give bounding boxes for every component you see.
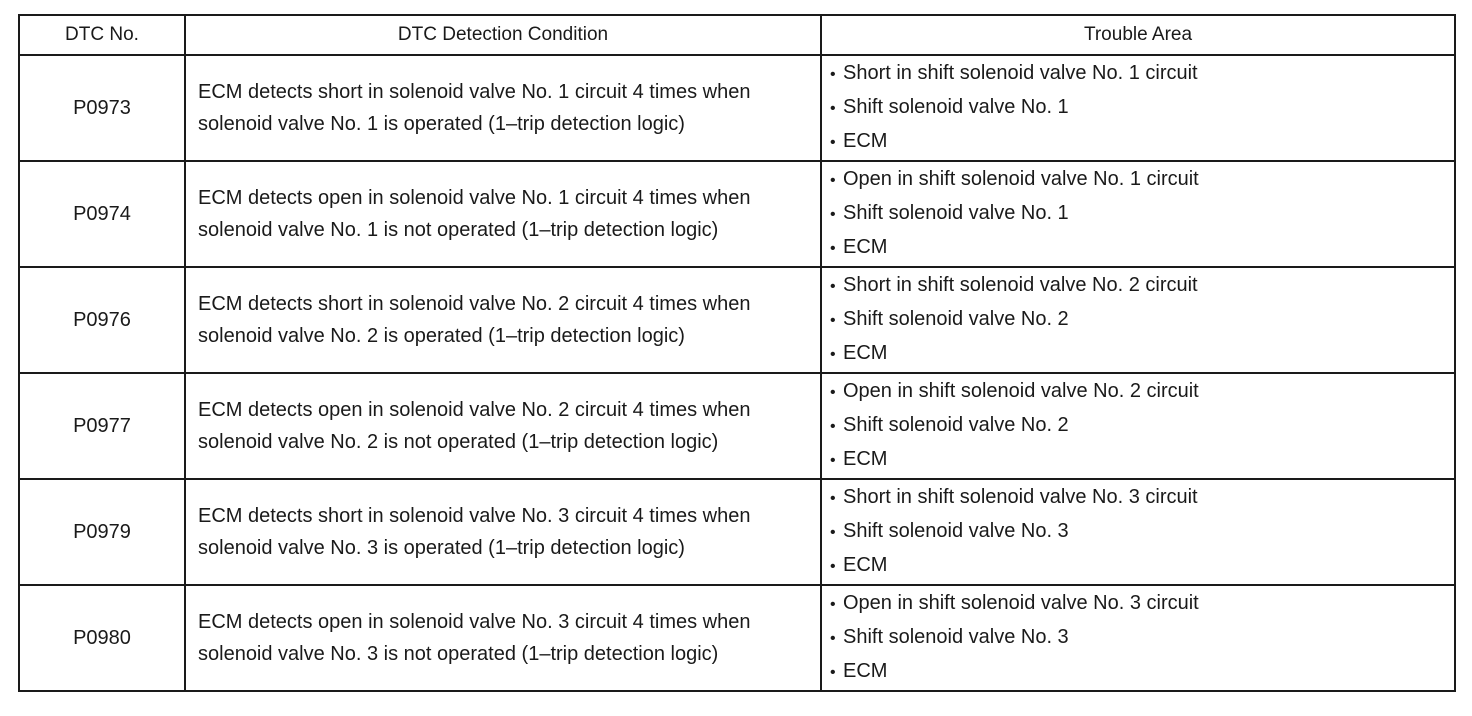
bullet-icon: • (830, 418, 836, 435)
dtc-code-cell: P0974 (19, 161, 185, 267)
bullet-icon: • (830, 452, 836, 469)
table-row (19, 373, 1455, 479)
bullet-icon: • (830, 490, 836, 507)
list-item (830, 655, 1454, 689)
trouble-area-text: Short in shift solenoid valve No. 1 circuit (843, 62, 1198, 84)
trouble-area-text: Short in shift solenoid valve No. 3 circuit (843, 486, 1198, 508)
table-row (19, 479, 1455, 585)
trouble-area-text: ECM (843, 448, 888, 470)
list-item (830, 409, 1454, 443)
dtc-code-cell: P0979 (19, 479, 185, 585)
detection-condition-cell: ECM detects short in solenoid valve No. 1 circuit 4 times when solenoid valve No. 1 is operated (1–trip detection logic) (185, 55, 821, 161)
dtc-code-cell: P0973 (19, 55, 185, 161)
bullet-icon: • (830, 172, 836, 189)
bullet-icon: • (830, 240, 836, 257)
trouble-area-list (830, 269, 1454, 371)
trouble-area-list (830, 375, 1454, 477)
list-item (830, 231, 1454, 265)
trouble-area-cell (821, 585, 1455, 691)
list-item (830, 481, 1454, 515)
trouble-area-cell (821, 479, 1455, 585)
detection-condition-cell: ECM detects short in solenoid valve No. 2 circuit 4 times when solenoid valve No. 2 is operated (1–trip detection logic) (185, 267, 821, 373)
trouble-area-text: Shift solenoid valve No. 3 (843, 626, 1069, 648)
list-item (830, 163, 1454, 197)
trouble-area-list (830, 481, 1454, 583)
trouble-area-cell (821, 161, 1455, 267)
trouble-area-text: Shift solenoid valve No. 1 (843, 96, 1069, 118)
detection-condition-cell: ECM detects short in solenoid valve No. 3 circuit 4 times when solenoid valve No. 3 is operated (1–trip detection logic) (185, 479, 821, 585)
list-item (830, 125, 1454, 159)
list-item (830, 549, 1454, 583)
detection-condition-cell: ECM detects open in solenoid valve No. 2 circuit 4 times when solenoid valve No. 2 is not operated (1–trip detection logic) (185, 373, 821, 479)
list-item (830, 269, 1454, 303)
dtc-code-cell: P0980 (19, 585, 185, 691)
dtc-table (18, 14, 1456, 692)
trouble-area-text: Short in shift solenoid valve No. 2 circuit (843, 274, 1198, 296)
dtc-code-cell: P0976 (19, 267, 185, 373)
bullet-icon: • (830, 278, 836, 295)
list-item (830, 375, 1454, 409)
trouble-area-list (830, 57, 1454, 159)
bullet-icon: • (830, 100, 836, 117)
bullet-icon: • (830, 312, 836, 329)
bullet-icon: • (830, 664, 836, 681)
trouble-area-text: ECM (843, 660, 888, 682)
bullet-icon: • (830, 524, 836, 541)
table-row (19, 161, 1455, 267)
table-row (19, 585, 1455, 691)
list-item (830, 337, 1454, 371)
table-body (19, 55, 1455, 691)
trouble-area-text: Shift solenoid valve No. 1 (843, 202, 1069, 224)
trouble-area-text: Shift solenoid valve No. 2 (843, 308, 1069, 330)
bullet-icon: • (830, 206, 836, 223)
detection-condition-cell: ECM detects open in solenoid valve No. 1 circuit 4 times when solenoid valve No. 1 is not operated (1–trip detection logic) (185, 161, 821, 267)
list-item (830, 303, 1454, 337)
trouble-area-list (830, 587, 1454, 689)
list-item (830, 57, 1454, 91)
list-item (830, 621, 1454, 655)
trouble-area-text: ECM (843, 342, 888, 364)
trouble-area-text: Open in shift solenoid valve No. 2 circuit (843, 380, 1199, 402)
bullet-icon: • (830, 596, 836, 613)
detection-condition-cell: ECM detects open in solenoid valve No. 3 circuit 4 times when solenoid valve No. 3 is not operated (1–trip detection logic) (185, 585, 821, 691)
trouble-area-text: Open in shift solenoid valve No. 3 circuit (843, 592, 1199, 614)
trouble-area-text: ECM (843, 130, 888, 152)
list-item (830, 443, 1454, 477)
trouble-area-list (830, 163, 1454, 265)
table-row (19, 267, 1455, 373)
list-item (830, 515, 1454, 549)
trouble-area-text: Shift solenoid valve No. 2 (843, 414, 1069, 436)
header-row (19, 15, 1455, 55)
trouble-area-text: Shift solenoid valve No. 3 (843, 520, 1069, 542)
bullet-icon: • (830, 384, 836, 401)
trouble-area-cell (821, 267, 1455, 373)
trouble-area-cell (821, 55, 1455, 161)
trouble-area-text: Open in shift solenoid valve No. 1 circuit (843, 168, 1199, 190)
list-item (830, 197, 1454, 231)
bullet-icon: • (830, 66, 836, 83)
bullet-icon: • (830, 346, 836, 363)
list-item (830, 91, 1454, 125)
header-dtc-no: DTC No. (19, 15, 185, 55)
trouble-area-text: ECM (843, 554, 888, 576)
dtc-code-cell: P0977 (19, 373, 185, 479)
trouble-area-cell (821, 373, 1455, 479)
header-detection-condition: DTC Detection Condition (185, 15, 821, 55)
bullet-icon: • (830, 630, 836, 647)
trouble-area-text: ECM (843, 236, 888, 258)
bullet-icon: • (830, 134, 836, 151)
bullet-icon: • (830, 558, 836, 575)
list-item (830, 587, 1454, 621)
header-trouble-area: Trouble Area (821, 15, 1455, 55)
table-row (19, 55, 1455, 161)
